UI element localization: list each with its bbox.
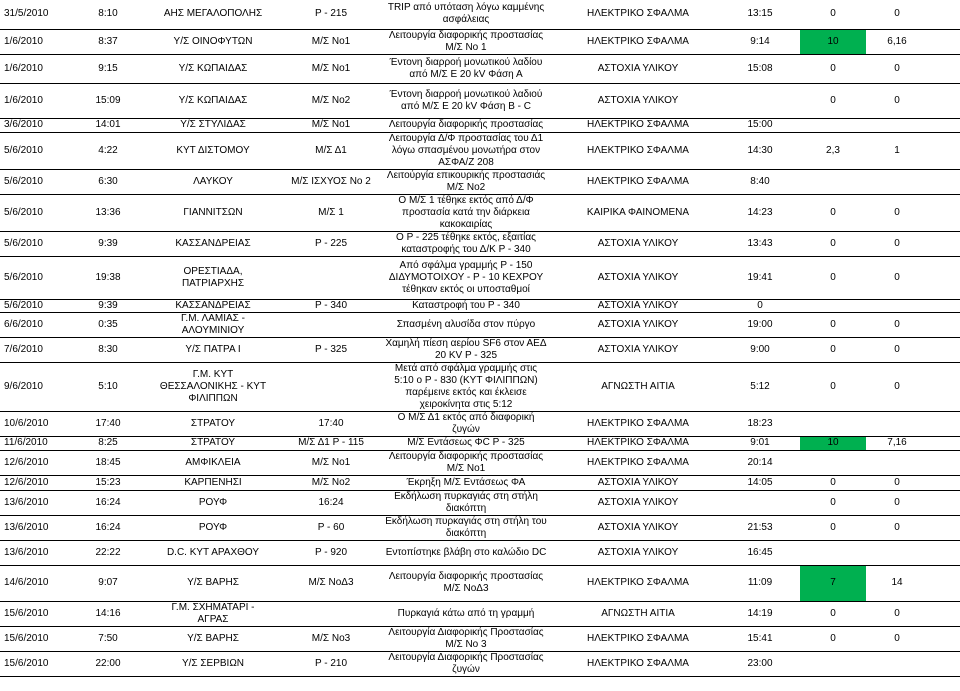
cause-cell: ΑΣΤΟΧΙΑ ΥΛΙΚΟΥ <box>597 237 679 249</box>
time-cell: 16:24 <box>95 496 121 508</box>
time-cell: 5:10 <box>98 380 118 392</box>
description-cell: Λειτουργία Διαφορικής Προστασίας ζυγών <box>388 651 544 675</box>
value-cell <box>866 118 928 132</box>
station-cell: ΡΟΥΦ <box>198 521 228 533</box>
station-cell: ΓΙΑΝΝΙΤΣΩΝ <box>183 206 243 218</box>
duration-cell: 9:01 <box>750 437 770 448</box>
cause-cell: ΗΛΕΚΤΡΙΚΟ ΣΦΑΛΜΑ <box>587 437 689 448</box>
element-cell: Μ/Σ Νο1 <box>311 456 351 468</box>
element-cell: Ρ - 325 <box>314 343 348 355</box>
description-cell: Ο Μ/Σ Δ1 εκτός από διαφορική ζυγών <box>397 411 535 435</box>
value-cell: 0 <box>894 496 900 508</box>
value-cell <box>928 194 960 231</box>
cause-cell: ΗΛΕΚΤΡΙΚΟ ΣΦΑΛΜΑ <box>587 35 689 47</box>
value-cell <box>866 651 928 676</box>
value-cell <box>928 83 960 118</box>
table-row <box>0 0 960 29</box>
station-cell: ΚΑΡΠΕΝΗΣΙ <box>184 476 242 488</box>
date-cell: 1/6/2010 <box>4 35 43 47</box>
date-cell: 11/6/2010 <box>4 437 48 448</box>
element-cell: Μ/Σ Νο1 <box>311 119 351 130</box>
value-cell: 0 <box>894 206 900 218</box>
value-cell: 0 <box>894 607 900 619</box>
element-cell: Μ/Σ ΝοΔ3 <box>308 577 354 588</box>
station-cell: D.C. ΚΥΤ ΑΡΑΧΘΟΥ <box>166 546 260 558</box>
value-cell <box>928 231 960 256</box>
element-cell: Ρ - 340 <box>314 299 348 311</box>
date-cell: 5/6/2010 <box>4 206 43 218</box>
date-cell: 7/6/2010 <box>4 343 43 355</box>
description-cell: Λειτουργία Διαφορικής Προστασίας Μ/Σ Νο 3 <box>388 626 544 650</box>
station-cell: Υ/Σ ΟΙΝΟΦΥΤΩΝ <box>173 35 253 47</box>
station-cell: ΣΤΡΑΤΟΥ <box>190 437 236 448</box>
description-cell: Ο Ρ - 225 τέθηκε εκτός, εξαιτίας καταστροφής του Δ/Κ Ρ - 340 <box>396 231 536 255</box>
date-cell: 5/6/2010 <box>4 237 43 249</box>
station-cell: Υ/Σ ΚΩΠΑΙΔΑΣ <box>178 62 248 74</box>
station-cell: Γ.Μ. ΛΑΜΙΑΣ - ΑΛΟΥΜΙΝΙΟΥ <box>181 312 245 336</box>
element-cell: Ρ - 225 <box>314 237 348 249</box>
station-cell: Υ/Σ ΚΩΠΑΙΔΑΣ <box>178 94 248 106</box>
table-row <box>0 450 960 475</box>
date-cell: 5/6/2010 <box>4 175 43 187</box>
station-cell: ΡΟΥΦ <box>198 496 228 508</box>
value-cell: 0 <box>894 94 900 106</box>
cause-cell: ΑΣΤΟΧΙΑ ΥΛΙΚΟΥ <box>597 318 679 330</box>
description-cell: Από σφάλμα γραμμής Ρ - 150 ΔΙΔΥΜΟΤΟΙΧΟΥ - Ρ - 10 ΚΕΧΡΟΥ τέθηκαν εκτός οι υποσταθμοί <box>388 259 544 295</box>
station-cell: ΚΑΣΣΑΝΔΡΕΙΑΣ <box>175 299 251 311</box>
station-cell: ΚΥΤ ΔΙΣΤΟΜΟΥ <box>176 144 250 156</box>
value-cell <box>928 132 960 169</box>
table-row <box>0 118 960 132</box>
cause-cell: ΑΓΝΩΣΤΗ ΑΙΤΙΑ <box>601 607 675 619</box>
station-cell: ΟΡΕΣΤΙΑΔΑ, ΠΑΤΡΙΑΡΧΗΣ <box>181 265 245 289</box>
cause-cell: ΚΑΙΡΙΚΑ ΦΑΙΝΟΜΕΝΑ <box>586 206 690 218</box>
date-cell: 10/6/2010 <box>4 417 49 429</box>
table-row <box>0 565 960 601</box>
date-cell: 5/6/2010 <box>4 299 43 311</box>
cause-cell: ΗΛΕΚΤΡΙΚΟ ΣΦΑΛΜΑ <box>587 144 689 156</box>
station-cell: Υ/Σ ΣΤΥΛΙΔΑΣ <box>180 119 246 130</box>
time-cell: 8:10 <box>98 8 118 20</box>
station-cell: ΑΗΣ ΜΕΓΑΛΟΠΟΛΗΣ <box>163 8 263 20</box>
value-cell: 10 <box>800 436 866 450</box>
time-cell: 22:22 <box>95 546 121 558</box>
duration-cell: 14:30 <box>747 144 773 156</box>
time-cell: 13:36 <box>95 206 121 218</box>
time-cell: 9:39 <box>98 237 118 249</box>
station-cell: ΚΑΣΣΑΝΔΡΕΙΑΣ <box>175 237 251 249</box>
duration-cell: 19:41 <box>747 271 773 283</box>
value-cell: 7,16 <box>887 437 907 448</box>
table-row <box>0 515 960 540</box>
value-cell: 10 <box>800 29 866 54</box>
value-cell: 0 <box>830 94 836 106</box>
duration-cell: 14:23 <box>747 206 773 218</box>
value-cell: 0 <box>830 607 836 619</box>
duration-cell: 0 <box>757 299 763 311</box>
value-cell: 0 <box>830 237 836 249</box>
table-row <box>0 540 960 565</box>
duration-cell: 15:41 <box>747 632 773 644</box>
value-cell <box>928 565 960 601</box>
value-cell <box>928 601 960 626</box>
station-cell: Υ/Σ ΒΑΡΗΣ <box>187 632 239 644</box>
value-cell: 0 <box>894 380 900 392</box>
value-cell: 6,16 <box>887 35 907 47</box>
duration-cell: 15:08 <box>747 62 773 74</box>
value-cell: 0 <box>894 318 900 330</box>
value-cell <box>928 362 960 411</box>
cause-cell: ΑΣΤΟΧΙΑ ΥΛΙΚΟΥ <box>597 94 679 106</box>
value-cell <box>928 256 960 299</box>
value-cell <box>928 450 960 475</box>
duration-cell: 9:00 <box>750 343 770 355</box>
description-cell: Έντονη διαρροή μονωτικού λαδίου από Μ/Σ Ε 20 kV Φάση Α <box>389 56 543 80</box>
date-cell: 1/6/2010 <box>4 62 43 74</box>
description-cell: Ο Μ/Σ 1 τέθηκε εκτός από Δ/Φ προστασία κατά την διάρκεια κακοκαιρίας <box>398 194 534 230</box>
cause-cell: ΗΛΕΚΤΡΙΚΟ ΣΦΑΛΜΑ <box>587 119 689 130</box>
table-row <box>0 169 960 194</box>
duration-cell: 14:19 <box>747 607 773 619</box>
date-cell: 6/6/2010 <box>4 318 43 330</box>
cause-cell: ΑΣΤΟΧΙΑ ΥΛΙΚΟΥ <box>597 521 679 533</box>
duration-cell: 11:09 <box>747 577 773 588</box>
element-cell: Μ/Σ Δ1 <box>315 144 347 156</box>
cause-cell: ΑΓΝΩΣΤΗ ΑΙΤΙΑ <box>601 380 675 392</box>
table-row <box>0 601 960 626</box>
cause-cell: ΑΣΤΟΧΙΑ ΥΛΙΚΟΥ <box>597 476 679 488</box>
duration-cell: 9:14 <box>750 35 770 47</box>
value-cell <box>800 651 866 676</box>
cause-cell: ΗΛΕΚΤΡΙΚΟ ΣΦΑΛΜΑ <box>587 577 689 588</box>
duration-cell: 19:00 <box>747 318 773 330</box>
time-cell: 15:23 <box>95 476 121 488</box>
element-cell: Ρ - 210 <box>314 657 348 669</box>
value-cell <box>800 169 866 194</box>
cause-cell: ΑΣΤΟΧΙΑ ΥΛΙΚΟΥ <box>597 62 679 74</box>
element-cell: Ρ - 920 <box>314 546 348 558</box>
value-cell <box>928 540 960 565</box>
time-cell: 0:35 <box>98 318 118 330</box>
value-cell: 0 <box>894 8 900 20</box>
table-row <box>0 362 960 411</box>
value-cell <box>928 299 960 312</box>
value-cell <box>928 475 960 490</box>
value-cell: 2,3 <box>826 144 840 156</box>
value-cell <box>800 411 866 436</box>
time-cell: 9:15 <box>98 62 118 74</box>
value-cell <box>928 29 960 54</box>
time-cell: 9:07 <box>98 577 118 588</box>
cause-cell: ΗΛΕΚΤΡΙΚΟ ΣΦΑΛΜΑ <box>587 417 689 429</box>
cause-cell: ΑΣΤΟΧΙΑ ΥΛΙΚΟΥ <box>597 343 679 355</box>
value-cell: 0 <box>830 632 836 644</box>
table-row <box>0 411 960 436</box>
date-cell: 1/6/2010 <box>4 94 43 106</box>
duration-cell <box>720 83 800 118</box>
value-cell: 0 <box>830 206 836 218</box>
description-cell: Λειτούργία επικουρικής προστασιάς Μ/Σ Νο2 <box>386 169 546 193</box>
time-cell: 7:50 <box>98 632 118 644</box>
duration-cell: 13:43 <box>747 237 773 249</box>
value-cell: 0 <box>830 318 836 330</box>
value-cell <box>928 118 960 132</box>
time-cell: 16:24 <box>95 521 121 533</box>
value-cell <box>928 651 960 676</box>
description-cell: Λειτουργία διαφορικής προστασίας Μ/Σ ΝοΔ3 <box>388 571 544 594</box>
description-cell: Πυρκαγιά κάτω από τη γραμμή <box>397 607 535 619</box>
table-row <box>0 490 960 515</box>
duration-cell: 20:14 <box>747 456 773 468</box>
value-cell: 0 <box>830 496 836 508</box>
value-cell: 7 <box>800 565 866 601</box>
time-cell: 17:40 <box>95 417 121 429</box>
date-cell: 14/6/2010 <box>4 577 49 588</box>
table-row <box>0 299 960 312</box>
table-row <box>0 194 960 231</box>
station-cell: ΑΜΦΙΚΛΕΙΑ <box>185 456 241 468</box>
value-cell: 0 <box>830 521 836 533</box>
value-cell <box>928 626 960 651</box>
date-cell: 12/6/2010 <box>4 456 49 468</box>
element-cell: Μ/Σ Νο3 <box>311 632 351 644</box>
time-cell: 18:45 <box>95 456 121 468</box>
description-cell: Έντονη διαρροή μονωτικού λαδιού από Μ/Σ Ε 20 kV Φάση Β - C <box>389 88 543 112</box>
description-cell: Λειτουργία διαφορικής προστασίας Μ/Σ Νο 1 <box>388 29 544 53</box>
element-cell: Μ/Σ Νο1 <box>311 35 351 47</box>
time-cell: 22:00 <box>95 657 121 669</box>
date-cell: 5/6/2010 <box>4 271 43 283</box>
cause-cell: ΗΛΕΚΤΡΙΚΟ ΣΦΑΛΜΑ <box>587 175 689 187</box>
cause-cell: ΑΣΤΟΧΙΑ ΥΛΙΚΟΥ <box>597 496 679 508</box>
element-cell <box>286 362 376 411</box>
element-cell: Ρ - 215 <box>314 8 348 20</box>
element-cell: Μ/Σ 1 <box>318 206 344 218</box>
element-cell: Μ/Σ Νο2 <box>311 476 351 488</box>
duration-cell: 23:00 <box>747 657 773 669</box>
value-cell: 0 <box>894 343 900 355</box>
station-cell: Γ.Μ. ΚΥΤ ΘΕΣΣΑΛΟΝΙΚΗΣ - ΚΥΤ ΦΙΛΙΠΠΩΝ <box>159 368 267 404</box>
table-row <box>0 475 960 490</box>
table-row <box>0 626 960 651</box>
value-cell <box>800 118 866 132</box>
description-cell: Εντοπίστηκε βλάβη στο καλώδιο DC <box>385 546 547 558</box>
element-cell: Μ/Σ ΙΣΧΥΟΣ Νο 2 <box>291 175 371 187</box>
time-cell: 14:16 <box>95 607 121 619</box>
date-cell: 13/6/2010 <box>4 546 49 558</box>
duration-cell: 13:15 <box>747 8 773 20</box>
value-cell: 0 <box>894 521 900 533</box>
table-row <box>0 54 960 83</box>
table-row <box>0 312 960 337</box>
value-cell <box>928 169 960 194</box>
element-cell <box>286 256 376 299</box>
element-cell: 16:24 <box>318 496 344 508</box>
value-cell <box>866 540 928 565</box>
element-cell: 17:40 <box>318 417 344 429</box>
value-cell: 0 <box>830 271 836 283</box>
cause-cell: ΗΛΕΚΤΡΙΚΟ ΣΦΑΛΜΑ <box>587 8 689 20</box>
description-cell: Καταστροφή του Ρ - 340 <box>412 299 520 311</box>
duration-cell: 16:45 <box>747 546 773 558</box>
duration-cell: 5:12 <box>750 380 770 392</box>
cause-cell: ΑΣΤΟΧΙΑ ΥΛΙΚΟΥ <box>597 271 679 283</box>
value-cell <box>928 0 960 29</box>
date-cell: 31/5/2010 <box>4 8 49 20</box>
value-cell <box>866 299 928 312</box>
value-cell <box>800 299 866 312</box>
value-cell: 0 <box>894 476 900 488</box>
value-cell: 0 <box>830 8 836 20</box>
time-cell: 8:30 <box>98 343 118 355</box>
description-cell: Μ/Σ Εντάσεως ΦC Ρ - 325 <box>407 437 525 448</box>
value-cell <box>866 169 928 194</box>
date-cell: 15/6/2010 <box>4 607 49 619</box>
value-cell: 14 <box>891 577 903 588</box>
table-row <box>0 436 960 450</box>
station-cell: Υ/Σ ΣΕΡΒΙΩΝ <box>181 657 245 669</box>
element-cell <box>286 601 376 626</box>
description-cell: Λειτουργία Δ/Φ προστασίας του Δ1 λόγω σπασμένου μονωτήρα στον ΑΣΦΑ/Ζ 208 <box>388 132 544 168</box>
table-row <box>0 231 960 256</box>
value-cell: 0 <box>894 632 900 644</box>
element-cell: Μ/Σ Νο1 <box>311 62 351 74</box>
time-cell: 14:01 <box>95 119 121 130</box>
element-cell <box>286 312 376 337</box>
duration-cell: 18:23 <box>747 417 773 429</box>
table-row <box>0 337 960 362</box>
element-cell: Μ/Σ Δ1 Ρ - 115 <box>298 437 364 448</box>
value-cell: 0 <box>894 62 900 74</box>
time-cell: 9:39 <box>98 299 118 311</box>
duration-cell <box>720 490 800 515</box>
time-cell: 19:38 <box>95 271 121 283</box>
table-row <box>0 29 960 54</box>
date-cell: 13/6/2010 <box>4 496 49 508</box>
cause-cell: ΑΣΤΟΧΙΑ ΥΛΙΚΟΥ <box>597 299 679 311</box>
value-cell <box>928 490 960 515</box>
description-cell: Λειτουργία διαφορικής προστασίας Μ/Σ Νο1 <box>388 450 544 474</box>
element-cell: Μ/Σ Νο2 <box>311 94 351 106</box>
value-cell <box>866 411 928 436</box>
value-cell: 0 <box>830 476 836 488</box>
value-cell: 0 <box>830 380 836 392</box>
table-row <box>0 83 960 118</box>
station-cell: ΣΤΡΑΤΟΥ <box>190 417 236 429</box>
value-cell <box>928 436 960 450</box>
table-row <box>0 651 960 676</box>
cause-cell: ΗΛΕΚΤΡΙΚΟ ΣΦΑΛΜΑ <box>587 456 689 468</box>
cause-cell: ΗΛΕΚΤΡΙΚΟ ΣΦΑΛΜΑ <box>587 632 689 644</box>
duration-cell: 21:53 <box>747 521 773 533</box>
description-cell: Εκδήλωση πυρκαγιάς στη στήλη διακόπτη <box>394 490 538 514</box>
value-cell: 0 <box>830 343 836 355</box>
duration-cell: 8:40 <box>750 175 770 187</box>
cause-cell: ΗΛΕΚΤΡΙΚΟ ΣΦΑΛΜΑ <box>587 657 689 669</box>
date-cell: 13/6/2010 <box>4 521 49 533</box>
date-cell: 3/6/2010 <box>4 119 43 130</box>
station-cell: Υ/Σ ΠΑΤΡΑ Ι <box>185 343 241 355</box>
value-cell: 1 <box>894 144 900 156</box>
description-cell: Σπασμένη αλυσίδα στον πύργο <box>396 318 536 330</box>
value-cell <box>928 515 960 540</box>
station-cell: Γ.Μ. ΣΧΗΜΑΤΑΡΙ - ΑΓΡΑΣ <box>171 601 255 625</box>
element-cell: Ρ - 60 <box>317 521 345 533</box>
duration-cell: 14:05 <box>747 476 773 488</box>
value-cell <box>866 450 928 475</box>
table-row <box>0 132 960 169</box>
value-cell: 0 <box>830 62 836 74</box>
time-cell: 8:25 <box>98 437 118 448</box>
value-cell: 0 <box>894 271 900 283</box>
time-cell: 6:30 <box>98 175 118 187</box>
time-cell: 15:09 <box>95 94 121 106</box>
time-cell: 8:37 <box>98 35 118 47</box>
date-cell: 12/6/2010 <box>4 476 49 488</box>
date-cell: 9/6/2010 <box>4 380 43 392</box>
description-cell: Λειτουργία διαφορικής προστασίας <box>388 119 544 130</box>
station-cell: ΛΑΥΚΟΥ <box>193 175 233 187</box>
value-cell <box>800 540 866 565</box>
date-cell: 15/6/2010 <box>4 632 49 644</box>
duration-cell: 15:00 <box>747 119 773 130</box>
date-cell: 5/6/2010 <box>4 144 43 156</box>
value-cell <box>800 450 866 475</box>
description-cell: Μετά από σφάλμα γραμμής στις 5:10 ο Ρ - 830 (ΚΥΤ ΦΙΛΙΠΠΩΝ) παρέμεινε εκτός και έκλεισε χειροκίνητα στις 5:12 <box>394 362 538 410</box>
value-cell <box>928 312 960 337</box>
description-cell: Έκρηξη Μ/Σ Εντάσεως ΦΑ <box>406 476 526 488</box>
value-cell <box>928 411 960 436</box>
value-cell: 0 <box>894 237 900 249</box>
value-cell <box>928 337 960 362</box>
cause-cell: ΑΣΤΟΧΙΑ ΥΛΙΚΟΥ <box>597 546 679 558</box>
time-cell: 4:22 <box>98 144 118 156</box>
table-row <box>0 256 960 299</box>
station-cell: Υ/Σ ΒΑΡΗΣ <box>187 577 239 588</box>
description-cell: Χαμηλή πίεση αερίου SF6 στον ΑΕΔ 20 KV Ρ - 325 <box>385 337 547 361</box>
date-cell: 15/6/2010 <box>4 657 49 669</box>
description-cell: TRIP από υπόταση λόγω καμμένης ασφάλειας <box>387 2 545 26</box>
description-cell: Εκδήλωση πυρκαγιάς στη στήλη του διακόπτη <box>385 515 547 539</box>
value-cell <box>928 54 960 83</box>
